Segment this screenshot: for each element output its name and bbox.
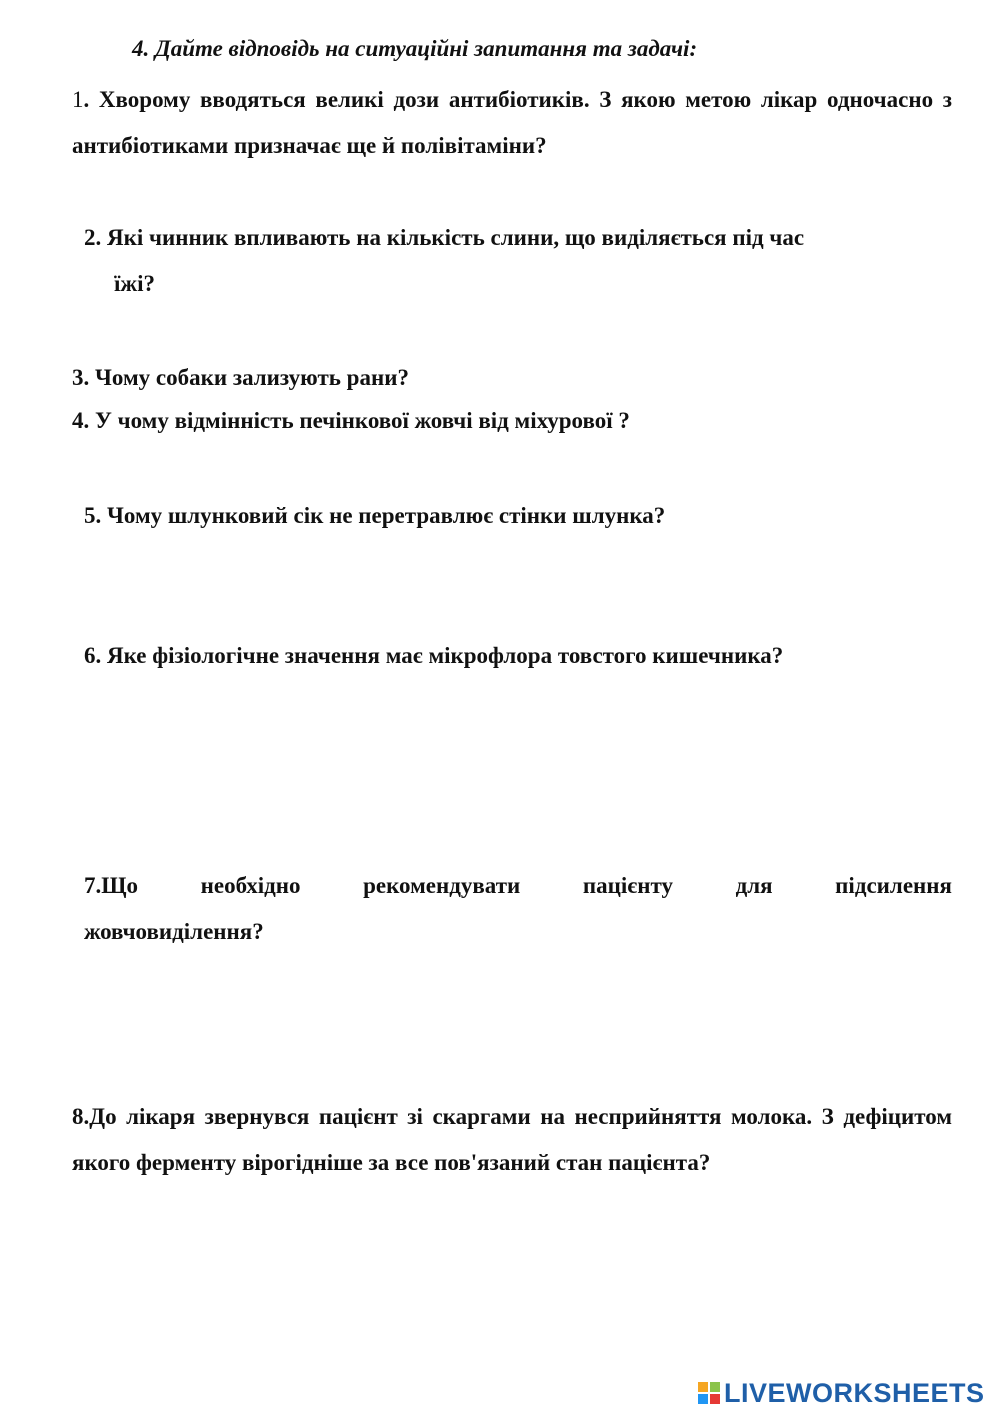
- question-7-line-1: [84, 863, 952, 909]
- question-1-number: 1: [72, 87, 84, 112]
- question-7-word: пацієнту: [582, 873, 673, 898]
- question-2-line-1: 2. Які чинник впливають на кількість слини, що виділяється під час: [84, 225, 805, 250]
- question-4: 4. У чому відмінність печінкової жовчі від міхурової ?: [72, 408, 630, 433]
- watermark-text: LIVEWORKSHEETS: [724, 1378, 985, 1408]
- question-7-word: підсилення: [835, 873, 952, 898]
- question-2-line-2: їжі?: [114, 271, 155, 296]
- question-3: 3. Чому собаки зализують рани?: [72, 365, 409, 390]
- question-1: [72, 77, 952, 169]
- question-7: [84, 863, 952, 955]
- liveworksheets-watermark[interactable]: [698, 1378, 985, 1408]
- question-7-word: рекомендувати: [363, 873, 521, 898]
- question-1-text: . Хворому вводяться великі дози антибіотиків. З якою метою лікар одночасно з антибіотиками призначає ще й полівітаміни?: [72, 87, 952, 158]
- question-7-line-2: жовчовиділення?: [84, 919, 264, 944]
- question-7-word: необхідно: [200, 873, 301, 898]
- question-2: [84, 215, 952, 307]
- question-7-word: 7.Що: [84, 873, 139, 898]
- liveworksheets-logo-icon: [698, 1382, 720, 1404]
- question-6: 6. Яке фізіологічне значення має мікрофлора товстого кишечника?: [84, 643, 784, 668]
- question-8: 8.До лікаря звернувся пацієнт зі скаргами на несприйняття молока. З дефіцитом якого ферменту вірогідніше за все пов'язаний стан пацієнта?: [72, 1104, 952, 1175]
- section-heading: 4. Дайте відповідь на ситуаційні запитання та задачі:: [132, 36, 698, 61]
- question-5: 5. Чому шлунковий сік не перетравлює стінки шлунка?: [84, 503, 666, 528]
- question-7-word: для: [735, 873, 773, 898]
